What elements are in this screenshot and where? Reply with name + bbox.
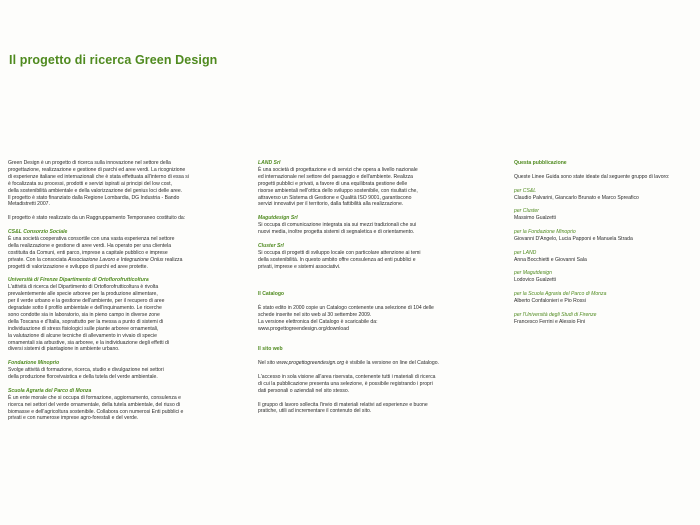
cluster-line: della sostenibilità. In questo ambito offre consulenza ad enti pubblici e xyxy=(258,256,416,263)
catalogo-line: schede inserite nel sito web al 30 settembre 2009. xyxy=(258,311,372,318)
monza-heading: Scuola Agraria del Parco di Monza xyxy=(8,387,92,394)
unifi-line: la valutazione di alcune tecniche di allevamento in vivaio di specie xyxy=(8,332,157,339)
partners-intro: Il progetto è stato realizzato da un Raggruppamento Temporaneo costituito da: xyxy=(8,215,186,222)
group-org: per la Fondazione Minoprio xyxy=(514,229,576,235)
intro-line: progettazione, realizzazione e gestione di parchi ed aree verdi. La ricognizione xyxy=(8,166,186,173)
minoprio-line: della produzione florovivaistica e della tutela del verde ambientale. xyxy=(8,374,158,381)
intro-line: Green Design è un progetto di ricerca sulla innovazione nel settore della xyxy=(8,160,171,166)
group-names: Francesco Ferrini e Alessio Fini xyxy=(514,318,586,325)
csl-line: costituita da Comuni, enti parco, imprese a capitale pubblico e imprese xyxy=(8,249,168,256)
monza-line: privati e con numerose imprese agro-forestali e del verde. xyxy=(8,415,139,422)
unifi-line: della Toscana e d'Italia, soprattutto per la messa a punto di sistemi di xyxy=(8,318,164,325)
sito-heading: Il sito web xyxy=(258,346,283,353)
csl-line-part: realizza xyxy=(163,256,183,263)
csl-heading: CS&L Consorzio Sociale xyxy=(8,229,68,236)
publication-heading: Questa pubblicazione xyxy=(514,160,567,166)
monza-line: ricerca nei settori del verde ornamentale, della tutela ambientale, del riuso di xyxy=(8,401,181,408)
unifi-line: per il verde urbano e la gestione dell'ambiente, per il recupero di aree xyxy=(8,298,165,305)
group-org: per LAND xyxy=(514,249,537,256)
intro-line: della sostenibilità ambientale e della valorizzazione del genius loci delle aree. xyxy=(8,187,183,194)
group-org: per Magutdesign xyxy=(514,270,552,277)
land-line: servizi innovativi per il territorio, dalla fattibilità alla realizzazione. xyxy=(258,201,404,208)
csl-line: progetti di valorizzazione e sviluppo di parchi ed aree protette. xyxy=(8,263,148,270)
group-names: Giovanni D'Angelo, Lucia Papponi e Manuela Strada xyxy=(514,235,633,242)
sito-text: è visibile la versione on line del Catalogo. xyxy=(344,360,439,367)
minoprio-heading: Fondazione Minoprio xyxy=(8,360,60,367)
catalogo-download-link[interactable]: www.progettogreendesign.org/download xyxy=(258,325,349,332)
column-middle xyxy=(258,160,486,415)
group-names: Alberto Confalonieri e Pio Rossi xyxy=(514,298,586,305)
intro-line: Metadistretti 2007. xyxy=(8,201,50,208)
unifi-line: diversi sistemi di piantagione in ambiente urbano. xyxy=(8,346,120,353)
land-heading: LAND Srl xyxy=(258,160,281,166)
cluster-line: privati, imprese e sistemi associativi. xyxy=(258,263,341,270)
magut-line: Si occupa di comunicazione integrata sia sui mezzi tradizionali che sui xyxy=(258,222,417,229)
group-org: per Cluster xyxy=(514,208,539,215)
sito-line: pratiche, utili ad incrementare il contenuto del sito. xyxy=(258,408,372,415)
cluster-line: Si occupa di progetti di sviluppo locale con particolare attenzione ai temi xyxy=(258,249,421,256)
catalogo-heading: Il Catalogo xyxy=(258,291,285,298)
minoprio-line: Svolge attività di formazione, ricerca, studio e divulgazione nei settori xyxy=(8,367,164,374)
page-title: Il progetto di ricerca Green Design xyxy=(9,53,218,67)
group-org: per l'Università degli Studi di Firenze xyxy=(514,311,597,318)
cluster-heading: Cluster Srl xyxy=(258,242,284,249)
publication-intro: Queste Linee Guida sono state ideate dal seguente gruppo di lavoro: xyxy=(514,173,670,180)
group-org: per la Scuola Agraria del Parco di Monza xyxy=(514,291,607,298)
column-left xyxy=(8,160,240,422)
unifi-line: prevalentemente alle specie arboree per la produzione alimentare, xyxy=(8,291,158,298)
unifi-heading: Università di Firenze Dipartimento di Ortoflorofrutticoltura xyxy=(8,277,149,284)
land-line: attraverso un Sistema di Gestione e Qualità ISO 9001, garantiscono xyxy=(258,194,412,201)
unifi-line: degradate sotto il profilo ambientale e dell'inquinamento. Le ricerche xyxy=(8,304,162,311)
catalogo-line: La versione elettronica del Catalogo è scaricabile da: xyxy=(258,318,378,325)
land-line: ed internazionale nel settore del paesaggio e dell'ambiente. Realizza xyxy=(258,173,414,180)
csl-association-name: Associazione Lavoro e Integrazione Onlus xyxy=(68,256,164,263)
group-org: per CS&L xyxy=(514,187,537,194)
sito-line: di cui la pubblicazione presenta una selezione, è possibile registrando i propri xyxy=(258,380,433,387)
unifi-line: individuazione di stress fisiologici sulle piante arboree ornamentali, xyxy=(8,325,159,332)
intro-line: Il progetto è stato finanziato dalla Regione Lombardia, DG Industria - Bando xyxy=(8,194,180,201)
unifi-line: L'attività di ricerca del Dipartimento di Ortoflorofrutticoltura è rivolta xyxy=(8,284,159,291)
intro-line: è focalizzata su processi, prodotti e servizi ispirati ai principi del low cost, xyxy=(8,180,172,187)
catalogo-line: È stato edito in 2000 copie un Catalogo contenente una selezione di 104 delle xyxy=(258,304,434,311)
land-line: È una società di progettazione e di servizi che opera a livello nazionale xyxy=(258,166,418,173)
csl-line: della realizzazione e gestione di aree verdi. Ha operato per una clientela xyxy=(8,242,172,249)
sito-line: dati personali o aziendali nel sito stesso. xyxy=(258,387,350,394)
magut-line: nuovi media, inoltre progetta sistemi di segnaletica e di orientamento. xyxy=(258,229,415,236)
csl-line: È una società cooperativa consortile con una vasta esperienza nel settore xyxy=(8,235,175,242)
website-link[interactable]: www.progettogreendesign.org xyxy=(276,360,345,367)
magut-heading: Magutdesign Srl xyxy=(258,215,298,222)
group-names: Massimo Gualzetti xyxy=(514,215,556,222)
intro-line: di esperienze italiane ed internazionali che è stata effettuata all'interno di essa si xyxy=(8,173,189,180)
monza-line: È un ente morale che si occupa di formazione, aggiornamento, consulenza e xyxy=(8,394,182,401)
csl-line-part: private. Con la consociata xyxy=(8,256,69,263)
column-right xyxy=(514,160,694,326)
sito-line: Il gruppo di lavoro sollecita l'invio di materiali relativi ad esperienze e buone xyxy=(258,401,428,408)
sito-text: Nel sito xyxy=(258,360,277,367)
group-names: Anna Bocchietti e Giovanni Sala xyxy=(514,256,587,263)
group-names: Lodovico Gualzetti xyxy=(514,277,556,284)
unifi-line: sono condotte sia in laboratorio, sia in pieno campo in diverse zone xyxy=(8,311,160,318)
unifi-line: ornamentali sia arbustive, sia arboree, e la individuazione degli effetti di xyxy=(8,339,170,346)
land-line: progetti pubblici e privati, a favore di una equilibrata gestione delle xyxy=(258,180,408,187)
group-names: Claudio Palvarini, Giancarlo Brunato e Marco Spreafico xyxy=(514,194,639,201)
csl-line xyxy=(8,257,240,264)
monza-line: biomasse e dell'agricoltura sostenibile. Collabora con numerosi Enti pubblici e xyxy=(8,408,184,415)
sito-line xyxy=(258,360,486,367)
land-line: risorse ambientali nell'ottica dello sviluppo sostenibile, con risultati che, xyxy=(258,187,418,194)
sito-line: L'accesso in sola visione all'area riservata, contenente tutti i materiali di ricerca xyxy=(258,373,436,380)
